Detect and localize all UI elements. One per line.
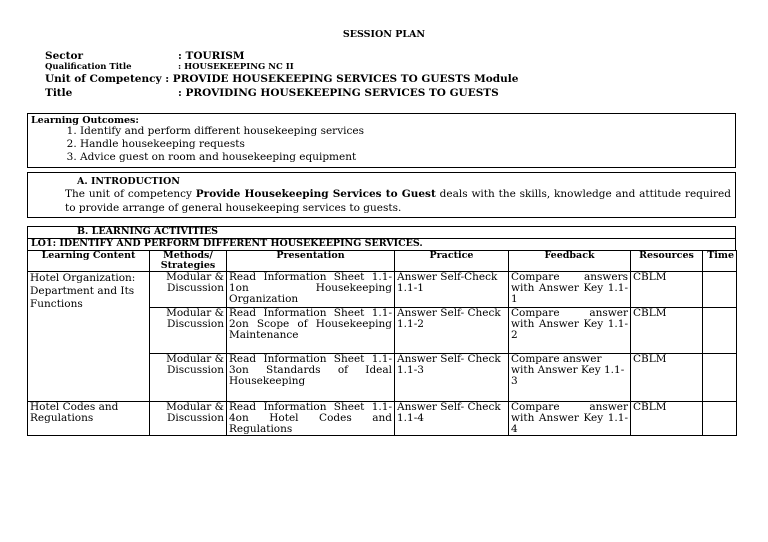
presentation-cell: Read Information Sheet 1.1-1on Housekeeping Organization: [227, 272, 395, 308]
introduction-text: [65, 187, 731, 215]
practice-cell: Answer Self-Check 1.1-1: [395, 272, 509, 308]
col-practice: Practice: [395, 251, 509, 272]
resources-cell: CBLM: [631, 354, 703, 402]
practice-cell: Answer Self- Check 1.1-4: [395, 402, 509, 436]
qualification-value: : HOUSEKEEPING NC II: [178, 62, 294, 72]
unit-of-competency-row: Unit of Competency : PROVIDE HOUSEKEEPING SERVICES TO GUESTS Module: [45, 73, 519, 85]
presentation-cell: Read Information Sheet 1.1-3on Standards of Ideal Housekeeping: [227, 354, 395, 402]
feedback-cell: Compare answer with Answer Key 1.1-2: [509, 308, 631, 354]
resources-cell: CBLM: [631, 308, 703, 354]
methods-cell: Modular & Discussion: [150, 354, 227, 402]
col-learning-content: Learning Content: [28, 251, 150, 272]
col-resources: Resources: [631, 251, 703, 272]
sector-row: [45, 50, 245, 62]
practice-cell: Answer Self- Check 1.1-2: [395, 308, 509, 354]
learning-activities-heading: B. LEARNING ACTIVITIES: [77, 226, 218, 237]
learning-outcome-item: 2. Handle housekeeping requests: [80, 138, 364, 151]
methods-cell: Modular & Discussion: [150, 308, 227, 354]
introduction-box: [27, 172, 736, 218]
qualification-row: [45, 62, 294, 72]
intro-unit-name: Provide Housekeeping Services to Guest: [195, 188, 436, 200]
document-title: SESSION PLAN: [342, 29, 426, 40]
lo1-heading-row: [27, 238, 736, 250]
module-title-row: [45, 87, 499, 99]
sector-label: Sector: [45, 50, 84, 62]
introduction-heading: A. INTRODUCTION: [77, 176, 180, 187]
practice-cell: Answer Self- Check 1.1-3: [395, 354, 509, 402]
methods-cell: Modular & Discussion: [150, 272, 227, 308]
learning-outcome-item: 1. Identify and perform different housekeeping services: [80, 125, 364, 138]
sector-value: : TOURISM: [178, 50, 245, 62]
learning-outcomes-list: [64, 125, 364, 164]
col-presentation: Presentation: [227, 251, 395, 272]
col-time: Time: [703, 251, 737, 272]
qualification-label: Qualification Title: [45, 62, 132, 72]
learning-content-cell: Hotel Codes and Regulations: [28, 402, 150, 436]
resources-cell: CBLM: [631, 402, 703, 436]
feedback-cell: Compare answer with Answer Key 1.1-3: [509, 354, 631, 402]
intro-text-end: deals with the skills, knowledge and attitude required to provide arrange of general housekeeping services to guests.: [65, 188, 731, 214]
presentation-cell: Read Information Sheet 1.1-4on Hotel Codes and Regulations: [227, 402, 395, 436]
lo1-heading: LO1: IDENTIFY AND PERFORM DIFFERENT HOUSEKEEPING SERVICES.: [31, 238, 423, 249]
time-cell: [703, 308, 737, 354]
table-row: [28, 272, 737, 308]
table-row: [28, 402, 737, 436]
resources-cell: CBLM: [631, 272, 703, 308]
learning-content-cell: Hotel Organization: Department and Its Functions: [28, 272, 150, 402]
presentation-cell: Read Information Sheet 1.1-2on Scope of Housekeeping Maintenance: [227, 308, 395, 354]
time-cell: [703, 402, 737, 436]
intro-text-start: The unit of competency: [65, 188, 196, 200]
learning-activities-heading-box: [27, 226, 736, 238]
learning-activities-table: [27, 250, 737, 436]
feedback-cell: Compare answer with Answer Key 1.1-4: [509, 402, 631, 436]
learning-outcomes-box: [27, 113, 736, 168]
learning-outcome-item: 3. Advice guest on room and housekeeping equipment: [80, 151, 364, 164]
feedback-cell: Compare answers with Answer Key 1.1-1: [509, 272, 631, 308]
time-cell: [703, 354, 737, 402]
time-cell: [703, 272, 737, 308]
module-title-label: Title: [45, 87, 73, 99]
methods-cell: Modular & Discussion: [150, 402, 227, 436]
learning-outcomes-heading: Learning Outcomes:: [31, 115, 139, 126]
col-feedback: Feedback: [509, 251, 631, 272]
table-header-row: [28, 251, 737, 272]
col-methods: Methods/ Strategies: [150, 251, 227, 272]
module-title-value: : PROVIDING HOUSEKEEPING SERVICES TO GUESTS: [178, 87, 499, 99]
